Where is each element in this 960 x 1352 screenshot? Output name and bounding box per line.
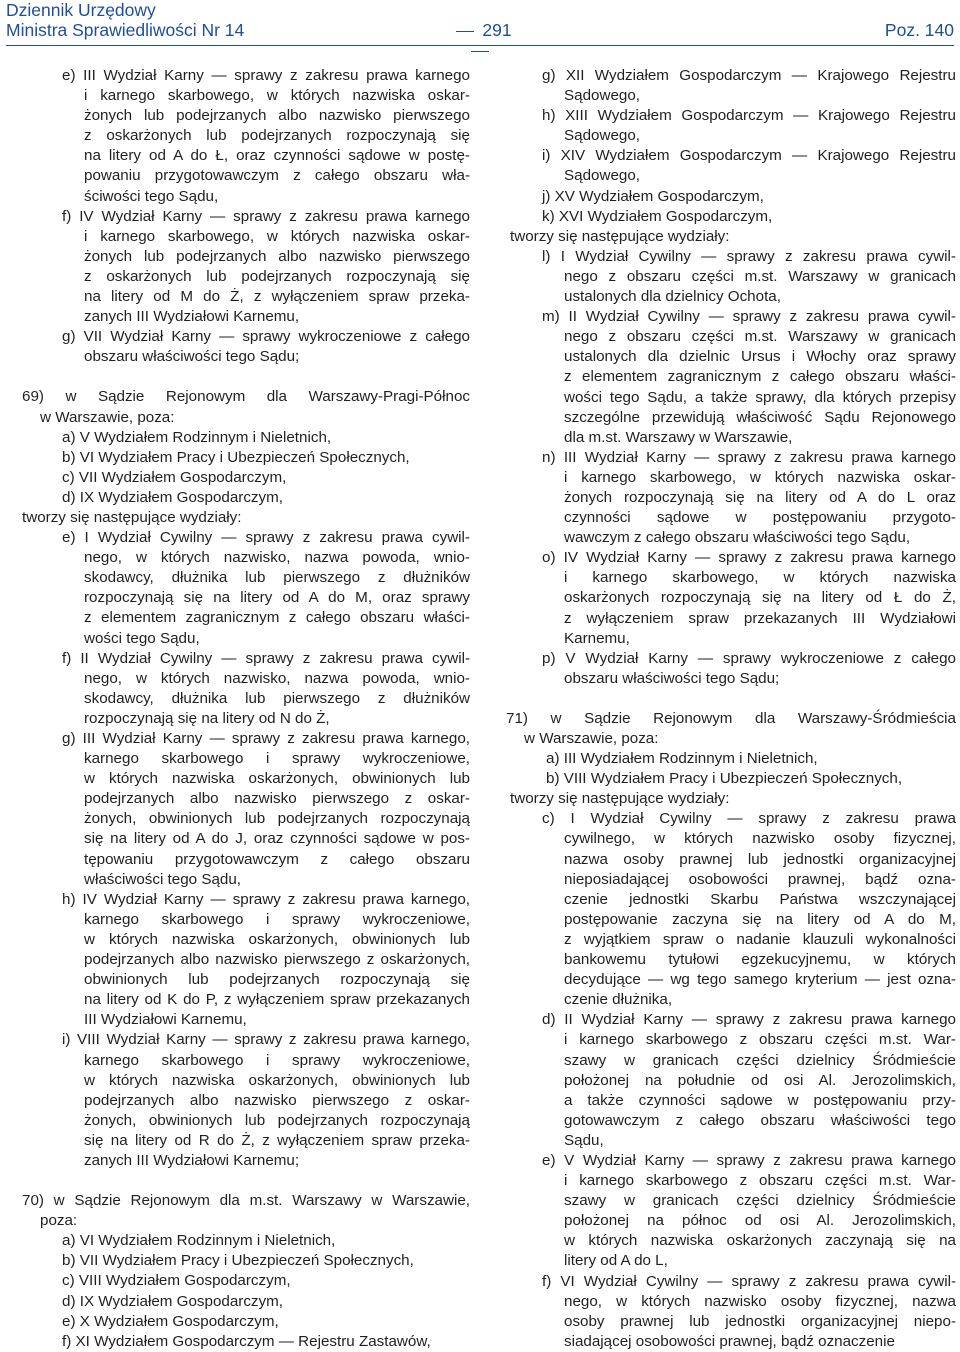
text-line: osoby prawnej lub jednostki organizacyjnej niepo-: [564, 1312, 956, 1330]
paragraph-f2: [62, 649, 470, 729]
text-line: żonych, obwinionych lub podejrzanych rozpoczynają: [84, 810, 470, 828]
text-line: ściwości tego Sądu,: [84, 187, 219, 205]
text-line: nieposiadającej osobowości prawnej, bądź ozna-: [564, 870, 956, 888]
text-line: f) VI Wydział Cywilny — sprawy z zakresu prawa cywil-: [542, 1272, 956, 1290]
text-line: nego z obszaru części m.st. Warszawy w granicach: [564, 267, 956, 285]
text-line: i) XIV Wydziałem Gospodarczym — Krajowego Rejestru: [542, 147, 956, 165]
text-line: b) VIII Wydziałem Pracy i Ubezpieczeń Społecznych,: [546, 770, 903, 788]
text-line: Sądu,: [564, 1131, 604, 1149]
text-line: na litery od M do Ż, z wyłączeniem spraw przeka-: [84, 288, 470, 306]
text-line: cywilnego, w których nazwisko osoby fizycznej,: [564, 830, 956, 848]
paragraph-i3: [542, 146, 956, 186]
text-line: w Warszawie, poza:: [40, 408, 175, 426]
text-line: Sądowego,: [564, 167, 640, 185]
text-line: f) IV Wydział Karny — sprawy z zakresu prawa karnego: [62, 207, 470, 225]
text-line: dla m.st. Warszawy w Warszawie,: [564, 428, 793, 446]
text-line: 69) w Sądzie Rejonowym dla Warszawy-Pragi-Północ: [22, 388, 470, 406]
text-line: e) V Wydział Karny — sprawy z zakresu prawa karnego: [542, 1151, 956, 1169]
text-line: skodawcy, dłużnika lub pierwszego z dłużników: [84, 569, 470, 587]
text-line: obszaru właściwości tego Sądu;: [564, 669, 780, 687]
text-line: i karnego skarbowego z obszaru części m.st. War-: [564, 1031, 956, 1049]
text-line: k) XVI Wydziałem Gospodarczym,: [542, 207, 773, 225]
text-line: z oskarżonych lub podejrzanych rozpoczynają się: [84, 127, 470, 145]
text-line: m) II Wydział Cywilny — sprawy z zakresu prawa cywil-: [542, 308, 956, 326]
text-line: w których nazwiska oskarżonych, obwinionych lub: [84, 930, 470, 948]
paragraph-g2: [62, 729, 470, 890]
text-line: a) VI Wydziałem Rodzinnym i Nieletnich,: [62, 1232, 336, 1250]
text-line: o) IV Wydział Karny — sprawy z zakresu prawa karnego: [542, 549, 956, 567]
text-line: podejrzanych albo nazwisko pierwszego z oskarżonych,: [84, 951, 470, 969]
text-line: na litery od K do P, z wyłączeniem spraw przekazanych: [84, 991, 470, 1009]
journal-title-line1: Dziennik Urzędowy: [6, 0, 156, 20]
journal-title-line2: Ministra Sprawiedliwości Nr 14: [6, 20, 245, 40]
text-line: powaniu przygotowawczym z całego obszaru wła-: [84, 167, 470, 185]
position-number: Poz. 140: [884, 20, 954, 40]
text-line: z wyjątkiem spraw o nadanie klauzuli wykonalności: [564, 930, 956, 948]
text-line: postępowanie zaczyna się na litery od A do M,: [564, 910, 956, 928]
text-line: g) III Wydział Karny — sprawy z zakresu prawa karnego,: [62, 730, 470, 747]
text-line: położonej na południe od osi Al. Jerozolimskich,: [564, 1071, 956, 1089]
text-line: szawy w granicach części dzielnicy Śródmieście: [564, 1051, 956, 1069]
text-line: siadającej osobowości prawnej, bądź oznaczenie: [564, 1332, 895, 1350]
paragraph-h3: [542, 106, 956, 146]
text-line: gotowawczym z całego obszaru właściwości tego: [564, 1111, 956, 1129]
paragraph-s71list: [546, 749, 956, 789]
text-line: j) XV Wydziałem Gospodarczym,: [542, 187, 764, 205]
paragraph-e4: [542, 1151, 956, 1272]
text-line: karnego skarbowego i sprawy wykroczeniowe,: [84, 910, 470, 928]
text-line: na litery od A do Ł, oraz czynności sądowe w postę-: [84, 147, 470, 165]
text-line: nego z obszaru części m.st. Warszawy w granicach: [564, 328, 956, 346]
text-line: w których nazwiska oskarżonych, obwinionych lub: [84, 1071, 470, 1089]
text-line: Sądowego,: [564, 87, 640, 105]
text-line: e) X Wydziałem Gospodarczym,: [62, 1312, 279, 1330]
paragraph-s69list: [62, 428, 470, 508]
text-line: skodawcy, dłużnika lub pierwszego z dłużników: [84, 689, 470, 707]
text-line: a) V Wydziałem Rodzinnym i Nieletnich,: [62, 428, 332, 446]
text-line: d) IX Wydziałem Gospodarczym,: [62, 1292, 283, 1310]
text-line: tworzy się następujące wydziały:: [510, 227, 730, 245]
text-line: czynności sądowe w postępowaniu przygoto-: [564, 509, 956, 527]
text-line: e) III Wydział Karny — sprawy z zakresu prawa karnego: [62, 67, 470, 84]
paragraph-m3: [542, 307, 956, 448]
text-line: podejrzanych albo nazwisko pierwszego z oskar-: [84, 790, 470, 808]
paragraph-o3: [542, 548, 956, 648]
paragraph-d4: [542, 1010, 956, 1151]
paragraph-s70: [22, 1191, 470, 1231]
text-line: się na litery od A do J, oraz czynności sądowe w pos-: [84, 830, 470, 848]
text-line: Sądowego,: [564, 127, 640, 145]
paragraph-s69: [22, 387, 470, 427]
header-rule: [6, 45, 954, 46]
text-line: c) VIII Wydziałem Gospodarczym,: [62, 1272, 291, 1290]
text-line: wości tego Sądu,: [84, 629, 200, 647]
text-line: i karnego skarbowego z obszaru części m.st. War-: [564, 1172, 956, 1190]
text-line: h) XIII Wydziałem Gospodarczym — Krajowego Rejestru: [542, 107, 956, 125]
text-line: i karnego skarbowego, w których nazwiska oskar-: [84, 87, 470, 105]
text-line: szczególne przewidują właściwość Sądu Rejonowego: [564, 408, 956, 426]
text-line: oskarżonych rozpoczynają się na litery od Ł do Ż,: [564, 589, 956, 607]
text-line: karnego skarbowego i sprawy wykroczeniowe,: [84, 1051, 470, 1069]
text-line: żonych lub podejrzanych albo nazwisko pierwszego: [84, 107, 470, 125]
text-line: zanych III Wydziałowi Karnemu;: [84, 1151, 300, 1169]
paragraph-h2: [62, 890, 470, 1031]
text-line: wawczym z całego obszaru właściwości tego Sądu,: [564, 529, 911, 547]
text-line: ustalonych dla dzielnicy Ochota,: [564, 288, 781, 306]
text-line: i karnego skarbowego, w których nazwiska oskar-: [84, 227, 470, 245]
text-line: czenie dłużnika,: [564, 991, 673, 1009]
text-line: tępowaniu przygotowawczym z całego obszaru: [84, 850, 470, 868]
text-line: 71) w Sądzie Rejonowym dla Warszawy-Śródmieścia: [506, 709, 956, 727]
paragraph-c4: [542, 809, 956, 1010]
text-line: nego, w których nazwisko, nazwa powoda, wnio-: [84, 549, 470, 567]
text-line: g) XII Wydziałem Gospodarczym — Krajowego Rejestru: [542, 67, 956, 84]
text-line: rozpoczynają się na litery od A do M, oraz sprawy: [84, 589, 470, 607]
paragraph-t3: [510, 227, 956, 247]
text-line: f) II Wydział Cywilny — sprawy z zakresu prawa cywil-: [62, 649, 470, 667]
paragraph-f4: [542, 1272, 956, 1352]
paragraph-s70list: [62, 1231, 470, 1352]
left-column: [22, 66, 470, 1352]
text-line: tworzy się następujące wydziały:: [22, 508, 242, 526]
paragraph-k3: [542, 207, 956, 227]
text-line: z elementem zagranicznym z całego obszaru właści-: [84, 609, 470, 627]
text-line: w Warszawie, poza:: [524, 730, 659, 747]
text-line: wości tego Sądu, a także sprawy, dla których przepisy: [564, 388, 956, 406]
text-line: szawy w granicach części dzielnicy Śródmieście: [564, 1192, 956, 1210]
text-line: w których nazwiska oskarżonych zaczynają się na: [564, 1232, 956, 1250]
journal-title: [6, 0, 244, 40]
text-line: n) III Wydział Karny — sprawy z zakresu prawa karnego: [542, 448, 956, 466]
text-line: a także czynności sądowe w postępowaniu przy-: [564, 1091, 956, 1109]
paragraph-e1: [62, 66, 470, 207]
text-line: b) VI Wydziałem Pracy i Ubezpieczeń Społecznych,: [62, 448, 410, 466]
text-line: żonych rozpoczynają się na litery od A do L oraz: [564, 488, 956, 506]
text-line: ustalonych dla dzielnic Ursus i Włochy oraz sprawy: [564, 348, 956, 366]
text-line: c) VII Wydziałem Gospodarczym,: [62, 468, 287, 486]
paragraph-i2: [62, 1030, 470, 1171]
paragraph-n3: [542, 448, 956, 548]
paragraph-s71: [506, 709, 956, 749]
text-line: się na litery od R do Ż, z wyłączeniem spraw przeka-: [84, 1131, 470, 1149]
paragraph-e2: [62, 528, 470, 649]
text-line: z oskarżonych lub podejrzanych rozpoczynają się: [84, 267, 470, 285]
text-line: w których nazwiska oskarżonych, obwinionych lub: [84, 770, 470, 788]
text-line: p) V Wydział Karny — sprawy wykroczeniowe z całego: [542, 649, 956, 667]
text-line: litery od A do L,: [564, 1252, 668, 1270]
text-line: karnego skarbowego i sprawy wykroczeniowe,: [84, 750, 470, 768]
text-line: i karnego skarbowego, w których nazwiska: [564, 569, 956, 587]
paragraph-p3: [542, 649, 956, 689]
text-line: Karnemu,: [564, 629, 630, 647]
right-column: [506, 66, 956, 1352]
text-line: czenie jednostki Skarbu Państwa wszczynającej: [564, 890, 956, 908]
text-line: położonej na północ od osi Al. Jerozolimskich,: [564, 1212, 956, 1230]
paragraph-l3: [542, 247, 956, 307]
text-line: a) III Wydziałem Rodzinnym i Nieletnich,: [546, 750, 818, 768]
text-line: z wyłączeniem spraw przekazanych III Wydziałowi: [564, 609, 956, 627]
text-line: c) I Wydział Cywilny — sprawy z zakresu prawa: [542, 810, 956, 828]
text-line: h) IV Wydział Karny — sprawy z zakresu prawa karnego,: [62, 890, 470, 908]
text-line: l) I Wydział Cywilny — sprawy z zakresu prawa cywil-: [542, 247, 956, 265]
paragraph-g1: [62, 327, 470, 367]
text-line: d) II Wydział Karny — sprawy z zakresu prawa karnego: [542, 1011, 956, 1029]
paragraph-f1: [62, 207, 470, 328]
text-line: III Wydziałowi Karnemu,: [84, 1011, 247, 1029]
text-line: obwinionych lub podejrzanych rozpoczynają się: [84, 971, 470, 989]
text-line: f) XI Wydziałem Gospodarczym — Rejestru Zastawów,: [62, 1332, 431, 1350]
text-line: z elementem zagranicznym z całego obszaru właści-: [564, 368, 956, 386]
text-line: i) VIII Wydział Karny — sprawy z zakresu prawa karnego,: [62, 1031, 470, 1049]
paragraph-g3: [542, 66, 956, 106]
paragraph-j3: [542, 187, 956, 207]
text-line: d) IX Wydziałem Gospodarczym,: [62, 488, 283, 506]
text-line: poza:: [40, 1212, 78, 1230]
text-line: i karnego skarbowego, w których nazwiska oskar-: [564, 468, 956, 486]
text-line: obszaru właściwości tego Sądu;: [84, 348, 300, 366]
text-line: e) I Wydział Cywilny — sprawy z zakresu prawa cywil-: [62, 529, 470, 547]
text-line: nazwa osoby prawnej lub jednostki organizacyjnej: [564, 850, 956, 868]
paragraph-t4: [510, 789, 956, 809]
text-line: nego, w których nazwisko osoby fizycznej, nazwa: [564, 1292, 956, 1310]
text-line: b) VII Wydziałem Pracy i Ubezpieczeń Społecznych,: [62, 1252, 414, 1270]
text-line: właściwości tego Sądu,: [84, 870, 242, 888]
text-line: nego, w których nazwisko, nazwa powoda, wnio-: [84, 669, 470, 687]
text-line: bankowemu tytułowi egzekucyjnemu, w których: [564, 951, 956, 969]
text-line: podejrzanych albo nazwisko pierwszego z oskar-: [84, 1091, 470, 1109]
page-number: 291: [435, 20, 525, 60]
text-line: zanych III Wydziałowi Karnemu,: [84, 308, 300, 326]
text-line: decydujące — wg tego samego kryterium — jest ozna-: [564, 971, 956, 989]
text-line: żonych, obwinionych lub podejrzanych rozpoczynają: [84, 1111, 470, 1129]
text-line: tworzy się następujące wydziały:: [510, 790, 730, 808]
text-line: rozpoczynają się na litery od N do Ż,: [84, 709, 330, 727]
text-line: 70) w Sądzie Rejonowym dla m.st. Warszawy w Warszawie,: [22, 1192, 470, 1210]
text-line: g) VII Wydział Karny — sprawy wykroczeniowe z całego: [62, 328, 470, 346]
text-line: żonych lub podejrzanych albo nazwisko pierwszego: [84, 247, 470, 265]
paragraph-s69t: [22, 508, 470, 528]
